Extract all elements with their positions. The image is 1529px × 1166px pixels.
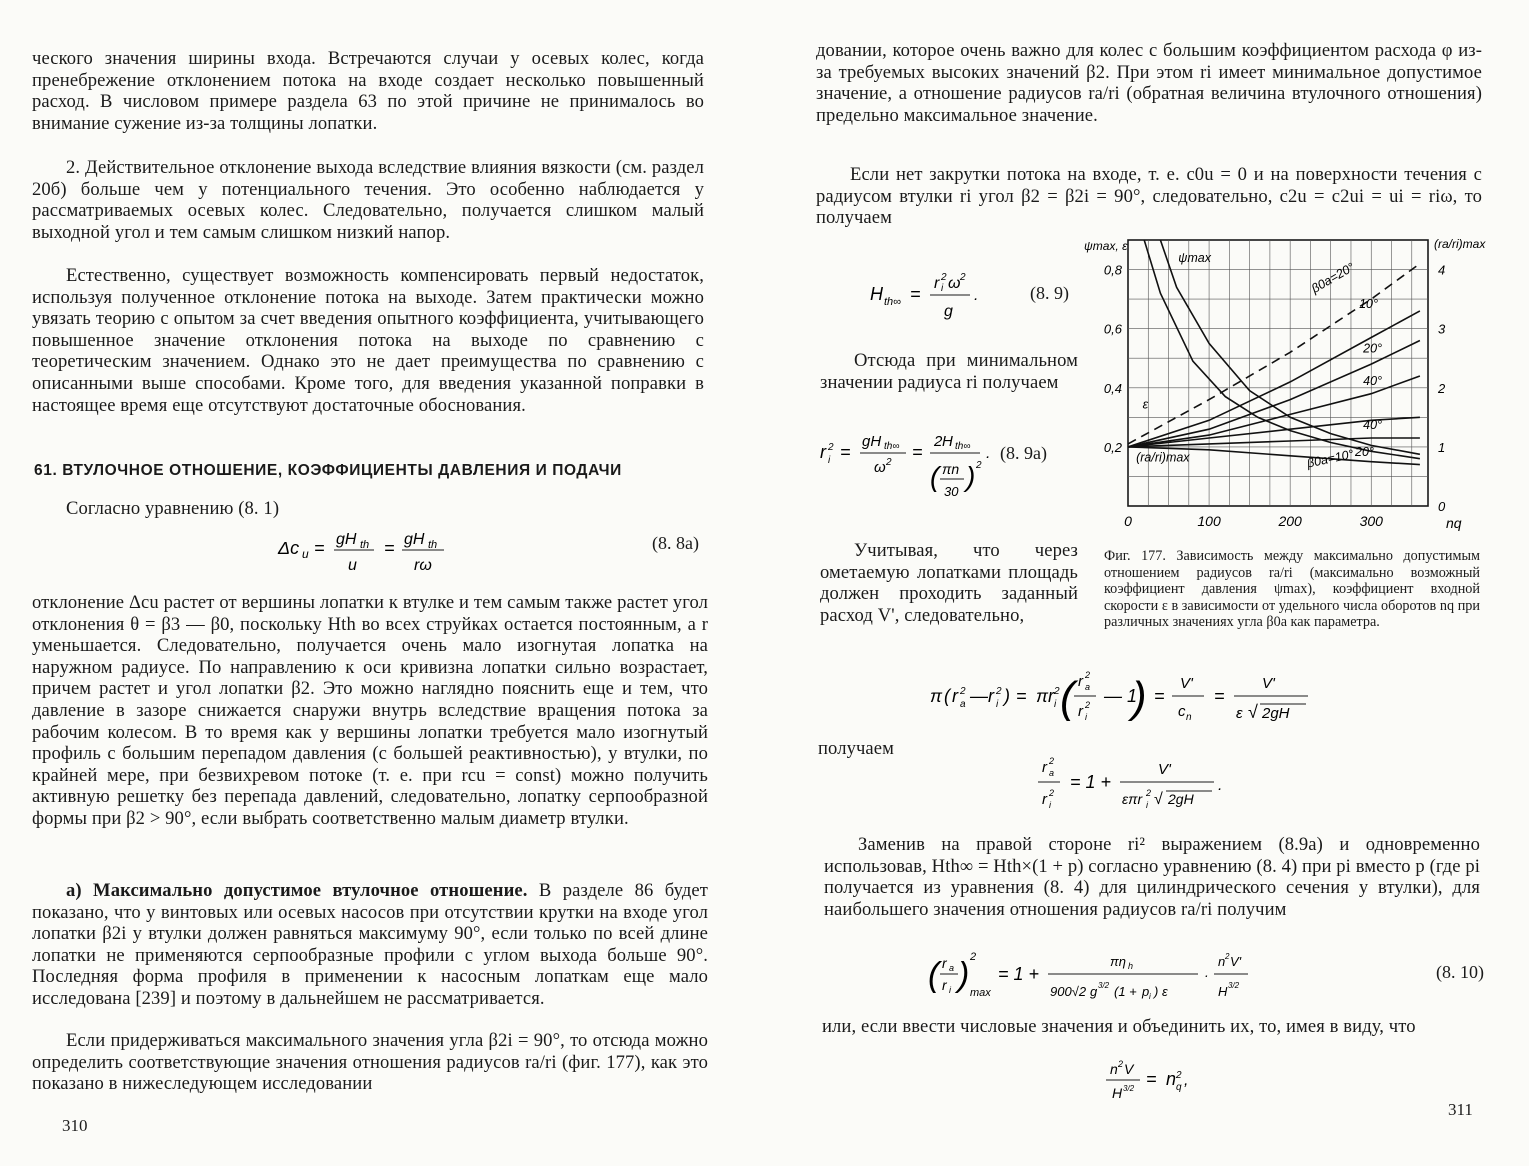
curve-label: 40° [1363,418,1383,433]
section-heading: 61. ВТУЛОЧНОЕ ОТНОШЕНИЕ, КОЭФФИЦИЕНТЫ ДАВЛЕНИЯ И ПОДАЧИ [34,462,622,479]
svg-text:a: a [1085,682,1091,692]
svg-text:V: V [1124,1061,1134,1077]
svg-text:r: r [1042,791,1047,808]
equation-continuity [928,662,1368,741]
svg-text:(: ( [930,461,940,492]
svg-text:3/2: 3/2 [1123,1084,1135,1093]
equation-8-10 [928,944,1328,1011]
svg-text:a: a [960,699,966,710]
svg-text:r: r [1078,673,1083,690]
curve-label: 40° [1363,373,1383,388]
svg-text:= 1 +: = 1 + [1070,772,1112,792]
svg-text:i: i [828,455,831,466]
svg-text:gH: gH [862,433,882,450]
svg-text:i: i [1146,800,1148,810]
svg-text:πη: πη [1110,954,1126,969]
svg-text:3/2: 3/2 [1228,981,1240,990]
svg-text:): ) [958,956,970,994]
svg-text:— 1: — 1 [1104,686,1138,706]
y-left-axis-label: ψmax, ε [1084,239,1128,253]
svg-text:c: c [1178,703,1186,720]
svg-text:Δc: Δc [278,538,300,558]
svg-text:=: = [384,538,395,558]
svg-text:2: 2 [970,951,977,963]
svg-text:n: n [1218,954,1226,969]
svg-text:V': V' [1158,761,1171,778]
curve-label: (ra/ri)max [1136,450,1190,465]
left-paragraph-5: отклонение Δcu растет от вершины лопатки к втулке и тем самым также растет угол отклонения θ = β3 — β0, поскольку Hth во всех струйках остается постоянным, а r уменьшается. Следовательно, получается очень мало изогнутая лопатка на наружном радиусе. По направлению к оси кривизна лопатки сильно возрастает, причем растет и угол лопатки β2. Это можно наглядно пояснить еще и тем, что давление в зазоре снижается снаружи внутрь вследствие вращения потока за рабочим колесом. В то время как у вершины лопатки требуется мало изогнутый профиль с большим перепадом давления (с большей реактивностью), у втулки, по крайней мере, при безвихревом потоке (т. е. при rcu = const) можно получить активную решетку без перепада давлений, следовательно, лопатку серпообразной формы при β2 > 90°, если выбрать соответственно малым диаметр втулки. [32,592,708,829]
svg-text:π: π [930,686,943,706]
svg-text:u: u [348,557,357,574]
right-paragraph-6: Заменив на правой стороне ri² выражением (8.9a) и одновременно использовав, Hth∞ = Hth×(1 + p) согласно уравнению (8. 4) при pi вместо p (где pi получается из уравнения (8. 4) для цилиндрического сечения у втулки), для наибольшего значения отношения радиусов ra/ri получим [824,834,1480,920]
svg-text:max: max [970,987,991,999]
svg-text:p: p [1142,984,1150,999]
svg-text:πn: πn [942,461,960,477]
svg-text:√: √ [1154,791,1163,808]
svg-text:(: ( [928,956,940,994]
subsection-title: а) Максимально допустимое втулочное отношение. [66,880,528,901]
svg-text:=: = [840,442,851,462]
svg-text:2: 2 [941,272,947,283]
curve-label: ε [1142,397,1149,412]
svg-text:gH: gH [336,531,357,548]
svg-text:V': V' [1262,675,1275,692]
equation-8-10-number: (8. 10) [1436,962,1484,982]
svg-text:n: n [1186,712,1192,723]
x-tick-label: 300 [1359,513,1383,529]
svg-text:r: r [1078,703,1083,720]
svg-text:r: r [820,442,826,462]
svg-text:g: g [944,303,953,320]
y-right-tick-label: 2 [1438,380,1446,396]
left-paragraph-3: Естественно, существует возможность компенсировать первый недостаток, используя полученное отклонение потока на выходе. Затем практически можно увязать теорию с опытом за счет введения опытного коэффициента, учитывающего повышенное значение отклонения потока на выходе по сравнению с теоретическим значением. Однако это не дает преимущества по сравнению с описанными выше способами. Кроме того, для введения указанной поправки в настоящее время еще отсутствуют достаточные обоснования. [32,265,704,416]
svg-text:r: r [942,955,947,971]
right-page [760,0,1529,1166]
curve-label: ψmax [1178,251,1211,265]
svg-text:V': V' [1180,675,1193,692]
svg-text:(1 +: (1 + [1114,984,1137,999]
y-right-tick-label: 3 [1438,321,1446,337]
svg-text:=: = [1146,1069,1157,1089]
left-paragraph-2: 2. Действительное отклонение выхода вследствие влияния вязкости (см. раздел 20б) больше чем у потенциального течения. Это особенно наблюдается у рассматриваемых осевых колес. Следовательно, получается слишком малый выходной угол и тем самым слишком низкий напор. [32,157,704,243]
svg-text:2: 2 [1085,670,1091,680]
svg-text:2gH: 2gH [1168,791,1194,807]
left-paragraph-6 [32,880,708,1010]
equation-8-8a-figure [276,528,476,578]
equation-radius-ratio-figure [1036,752,1276,824]
page-number-left: 310 [62,1116,88,1135]
equation-8-9a [818,428,1018,515]
svg-text:) ε: ) ε [1154,984,1168,999]
svg-text:2: 2 [1118,1059,1124,1069]
svg-text:2: 2 [1054,686,1060,697]
y-right-tick-label: 0 [1438,499,1446,514]
svg-text:=: = [314,538,325,558]
svg-text:H: H [1218,984,1228,999]
svg-text:a: a [949,963,955,973]
svg-text:n: n [1166,1069,1177,1089]
svg-text:q: q [1176,1082,1182,1093]
svg-text:th∞: th∞ [884,296,902,308]
x-tick-label: 200 [1278,513,1302,529]
curve-label: 20° [1363,341,1383,356]
svg-text:(: ( [1060,673,1075,722]
svg-text:i: i [1054,699,1057,710]
svg-text:i: i [941,283,944,294]
svg-text:ω: ω [874,459,886,476]
right-paragraph-2-text: Если нет закрутки потока на входе, т. е. c0u = 0 и на поверхности течения с радиусом втулки ri угол β2 = β2i = 90°, следовательно, c2u = c2ui = ui = riω, то получаем [816,164,1482,229]
svg-text:ω: ω [948,275,961,292]
equation-8-8a [276,528,476,583]
y-left-tick-label: 0,2 [1103,439,1122,455]
left-paragraph-4: Согласно уравнению (8. 1) [66,498,280,519]
svg-text:th∞: th∞ [884,441,900,452]
svg-text:·: · [1204,967,1209,983]
svg-text:900√2: 900√2 [1050,984,1087,999]
figure-caption: Фиг. 177. Зависимость между максимально допустимым отношением радиусов ra/ri (максимально возможный коэффициент давления ψmax), коэффициент входной скорости ε в зависимости от удельного числа оборотов nq при различных значениях угла β0a как параметра. [1104,548,1480,631]
equation-specific-speed-figure [1100,1056,1240,1106]
svg-text:i: i [996,699,999,710]
svg-text:2: 2 [976,460,982,471]
svg-text:H: H [942,433,953,450]
svg-text:ε: ε [1236,705,1243,722]
svg-text:=: = [910,284,921,304]
svg-text:=: = [912,442,923,462]
svg-text:2: 2 [1225,952,1230,961]
left-paragraph-1: ческого значения ширины входа. Встречаются случаи у осевых колес, когда пренебрежение отклонением потока на входе создает несколько повышенный расход. В числовом примере раздела 63 по этой причине не принималось во внимание сужение из-за толщины лопатки. [32,48,704,134]
svg-text:=: = [1016,686,1027,706]
svg-text:2: 2 [1176,1070,1182,1081]
curve-label: β0a=10° [1305,446,1355,471]
svg-text:n: n [1110,1061,1118,1077]
svg-text:th∞: th∞ [955,441,971,452]
svg-text:(: ( [944,686,950,706]
svg-text:): ) [1132,673,1147,722]
svg-text:2: 2 [1146,788,1152,798]
svg-text:r: r [988,686,994,706]
svg-text:V': V' [1230,954,1242,969]
left-page [0,0,760,1166]
x-tick-label: 0 [1124,513,1132,529]
svg-text:H: H [1112,1085,1123,1101]
svg-text:r: r [942,977,947,993]
svg-text:2: 2 [886,457,892,468]
right-paragraph-2 [816,164,1482,229]
svg-text:r: r [952,686,958,706]
page-number-right: 311 [1448,1100,1473,1119]
y-left-tick-label: 0,4 [1103,380,1122,396]
equation-8-9a-number: (8. 9a) [1000,443,1047,463]
svg-text:i: i [1049,800,1051,810]
equation-8-9 [868,268,1038,333]
svg-text:2: 2 [1049,788,1055,798]
right-paragraph-3: Отсюда при минимальном значении радиуса ri получаем [820,350,1078,393]
svg-text:2: 2 [1049,756,1055,766]
svg-text:2: 2 [828,442,834,453]
svg-text:,: , [1184,1072,1189,1089]
chart-frame [1128,240,1428,506]
svg-text:h: h [1128,961,1134,971]
equation-8-8a-number: (8. 8a) [652,533,699,553]
svg-text:H: H [870,284,883,304]
equation-8-9-figure [868,268,1038,328]
svg-text:30: 30 [944,484,959,499]
svg-text:a: a [1049,768,1055,778]
svg-text:√: √ [1248,702,1258,722]
svg-text:gH: gH [404,531,425,548]
svg-text:πr: πr [1036,686,1055,706]
y-left-tick-label: 0,6 [1103,321,1122,337]
y-left-tick-label: 0,8 [1103,262,1122,278]
svg-text:2: 2 [960,686,966,697]
curve-label: β0a=20° [1308,260,1357,296]
equation-8-9-number: (8. 9) [1030,283,1069,303]
right-paragraph-4: Учитывая, что через ометаемую лопатками площадь должен проходить заданный расход V', следовательно, [820,540,1078,626]
svg-text:=: = [1214,686,1225,706]
svg-text:): ) [1004,686,1010,706]
svg-text:i: i [1149,992,1151,1001]
y-right-tick-label: 1 [1438,439,1446,455]
equation-8-9a-figure [818,428,1018,510]
svg-text:2: 2 [934,433,943,450]
svg-text:i: i [1085,712,1087,722]
chart-grid [1128,240,1428,506]
equation-radius-ratio [1036,752,1276,829]
svg-text:g: g [1090,984,1098,999]
svg-text:): ) [966,461,976,492]
svg-text:.: . [1218,777,1223,794]
x-tick-label: 100 [1197,513,1221,529]
equation-continuity-figure [928,662,1368,736]
svg-text:th: th [428,539,438,551]
svg-text:= 1 +: = 1 + [998,964,1040,984]
svg-text:r: r [1042,759,1047,776]
svg-text:2gH: 2gH [1262,705,1290,722]
svg-text:=: = [1154,686,1165,706]
figure-177-chart [1082,222,1502,534]
svg-text:2: 2 [1085,700,1091,710]
svg-text:2: 2 [996,686,1002,697]
right-paragraph-7: или, если ввести числовые значения и объединить их, то, имея в виду, что [822,1016,1416,1037]
right-paragraph-5: получаем [818,738,895,759]
right-paragraph-1: довании, которое очень важно для колес с большим коэффициентом расхода φ из-за требуемых высоких значений β2. При этом ri имеет минимальное допустимое значение, а отношение радиусов ra/ri (обратная величина втулочного отношения) предельно максимальное значение. [816,40,1482,126]
svg-text:i: i [949,985,951,995]
curve-label: 20° [1355,444,1374,459]
y-right-axis-label: (ra/ri)max [1434,237,1486,251]
svg-text:.: . [986,445,991,462]
svg-text:—: — [970,686,988,706]
svg-text:2: 2 [960,272,966,283]
svg-text:th: th [360,539,370,551]
left-paragraph-6-text: В разделе 86 будет показано, что у винтовых или осевых насосов при отсутствии крутки на входе угол лопатки β2i у втулки должен равняться максимуму 90°, если только по всей длине лопатки не применяются серпообразные профили с углом выхода больше 90°. Последняя форма профиля в применении к насосным лопаткам еще мало исследована [239] и поэтому в дальнейшем не рассматривается. [32,880,709,1009]
curve-label: 10° [1359,296,1378,311]
svg-text:3/2: 3/2 [1098,981,1110,990]
svg-text:επr: επr [1122,791,1143,807]
svg-text:rω: rω [414,557,432,574]
equation-8-10-figure [928,944,1328,1006]
svg-text:r: r [934,275,940,292]
left-paragraph-7: Если придерживаться максимального значения угла β2i = 90°, то отсюда можно определить соответствующие значения отношения радиусов ra/ri (фиг. 177), как это показано в нижеследующем исследовании [32,1030,708,1095]
x-axis-label: nq [1446,515,1462,531]
svg-text:.: . [974,287,979,304]
svg-text:u: u [302,547,309,561]
equation-specific-speed [1100,1056,1240,1111]
y-right-tick-label: 4 [1438,262,1446,278]
